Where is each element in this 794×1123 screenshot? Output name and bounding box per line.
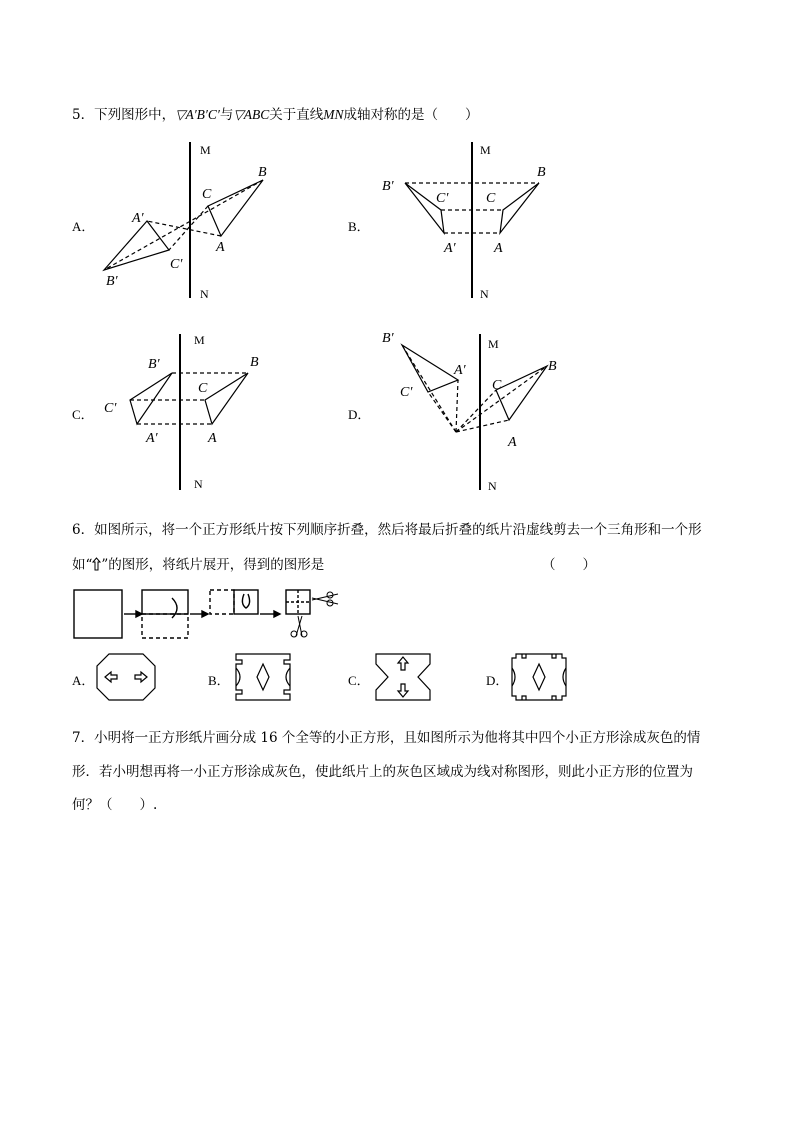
label-a: A [508,435,517,450]
label-a-prime: A′ [444,241,456,256]
scissors-icon [312,592,338,606]
scissors-icon-2 [291,616,307,637]
q6-option-d-label: D． [486,673,509,688]
q6-option-a-label: A． [72,673,95,688]
option-b-label: B． [348,219,370,234]
label-b-prime: B′ [148,357,160,372]
label-n: N [488,479,497,493]
q6-option-b-figure [232,652,294,702]
label-m: M [488,337,499,351]
label-c: C [492,378,502,393]
q6-option-c-label: C． [348,673,370,688]
label-c-prime: C′ [436,191,449,206]
label-n: N [480,287,489,301]
label-b: B [258,165,267,180]
label-b-prime: B′ [382,331,394,346]
question-7-line2: 形．若小明想再将一小正方形涂成灰色，使此纸片上的灰色区域成为线对称图形，则此小正方形的位置为 [72,764,693,780]
question-6-line1: 6．如图所示，将一个正方形纸片按下列顺序折叠，然后将最后折叠的纸片沿虚线剪去一个三角形和一个形 [72,522,702,538]
label-b: B [537,165,546,180]
label-c-prime: C′ [104,401,117,416]
label-b: B [250,355,259,370]
label-c: C [198,381,208,396]
label-b-prime: B′ [106,274,118,289]
label-c-prime: C′ [400,385,413,400]
fold-sequence-figure [72,586,342,644]
figure-5c [90,330,290,495]
question-7-line3: 何？（ ）. [72,797,158,813]
label-n: N [194,477,203,491]
option-c-label: C． [72,407,94,422]
question-5-text: 5．下列图形中，▽A′B′C′与▽ABC关于直线MN成轴对称的是（ ） [72,107,479,123]
label-b: B [548,359,557,374]
label-a: A [494,241,503,256]
question-7-line1: 7．小明将一正方形纸片画分成 16 个全等的小正方形，且如图所示为他将其中四个小正方形涂成灰色的情 [72,730,701,746]
q6-option-d-figure [508,652,570,702]
label-c: C [486,191,496,206]
label-a-prime: A′ [454,363,466,378]
question-6-bracket: （ ） [542,557,596,573]
label-c: C [202,187,212,202]
q6-option-c-figure [372,652,434,702]
figure-5d [372,326,572,496]
label-c-prime: C′ [170,257,183,272]
label-m: M [194,333,205,347]
label-m: M [200,143,211,157]
q6-option-a-figure [95,652,157,702]
figure-5b [372,138,572,303]
figure-5a [90,138,290,303]
question-6-line2: 如“ ”的图形，将纸片展开，得到的图形是 [72,557,325,573]
label-a-prime: A′ [132,211,144,226]
option-d-label: D． [348,407,371,422]
label-m: M [480,143,491,157]
q6-option-b-label: B． [208,673,230,688]
label-a-prime: A′ [146,431,158,446]
label-a: A [208,431,217,446]
label-a: A [216,240,225,255]
label-b-prime: B′ [382,179,394,194]
option-a-label: A． [72,219,95,234]
label-n: N [200,287,209,301]
